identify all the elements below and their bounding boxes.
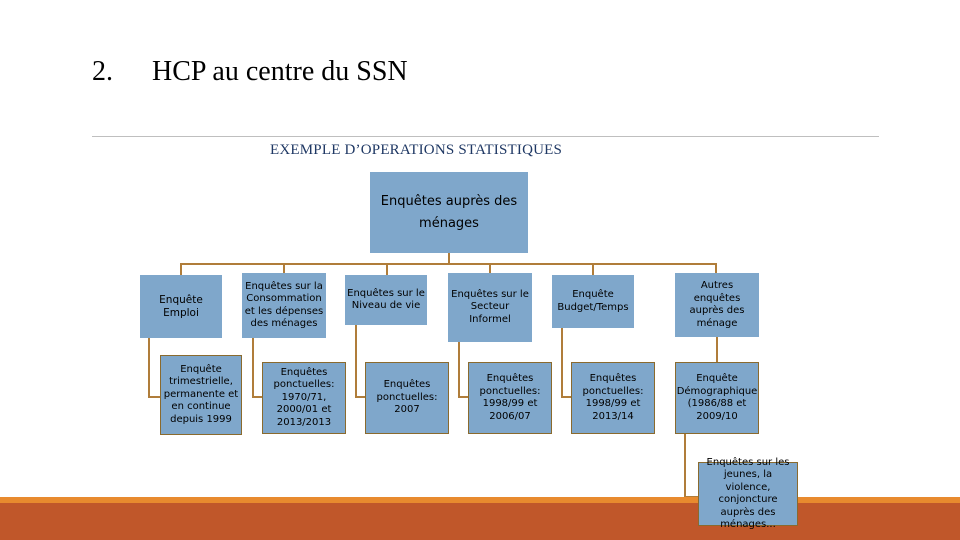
level2-label: Enquêtes ponctuelles: 1970/71, 2000/01 et 2013/2013 xyxy=(273,366,335,428)
level1-box-secteur-informel xyxy=(448,273,532,342)
diagram-subtitle: EXEMPLE D’OPERATIONS STATISTIQUES xyxy=(270,142,563,158)
level2-box-niveau-vie xyxy=(365,362,449,434)
drop-4 xyxy=(489,263,491,273)
level2-label: Enquêtes ponctuelles: 2007 xyxy=(376,379,438,416)
level2-box-demographique xyxy=(675,362,759,434)
level2-box-consommation xyxy=(262,362,346,434)
level2-box-secteur-informel xyxy=(468,362,552,434)
level2-label: Enquête Démographique (1986/88 et 2009/10 xyxy=(676,373,758,422)
level1-box-emploi xyxy=(140,275,222,338)
drop-5 xyxy=(592,263,594,275)
level2-label: Enquêtes ponctuelles: 1998/99 et 2013/14 xyxy=(582,373,644,422)
level1-label: Autres enquêtes auprès des ménage xyxy=(689,280,745,329)
level2-label: Enquêtes ponctuelles: 1998/99 et 2006/07 xyxy=(479,373,541,422)
level3-label: Enquêtes sur les jeunes, la violence, conjoncture auprès des ménages... xyxy=(706,456,790,530)
level2-box-emploi xyxy=(160,355,242,435)
elbow-5-v xyxy=(561,328,563,398)
elbow-1-v xyxy=(148,338,150,398)
elbow-5-h xyxy=(561,396,571,398)
drop-1 xyxy=(180,263,182,275)
elbow-1-h xyxy=(148,396,160,398)
drop-3 xyxy=(386,263,388,275)
level1-label: Enquêtes sur le Niveau de vie xyxy=(347,287,425,311)
drop-2 xyxy=(283,263,285,273)
elbow-4-v xyxy=(458,342,460,398)
level2-box-budget-temps xyxy=(571,362,655,434)
elbow-3-h xyxy=(355,396,365,398)
level1-box-niveau-vie xyxy=(345,275,427,325)
title-divider xyxy=(92,136,879,137)
drop-6 xyxy=(715,263,717,273)
elbow-3-v xyxy=(355,324,357,398)
root-label: Enquêtes auprès des ménages xyxy=(380,193,518,231)
level1-label: Enquêtes sur la Consommation et les dépenses des ménages xyxy=(244,280,324,329)
level1-label: Enquête Budget/Temps xyxy=(557,289,629,313)
root-box xyxy=(370,172,528,253)
level1-hbar xyxy=(180,263,716,265)
elbow-6-v xyxy=(716,337,718,362)
level3-box-autres-enquetes xyxy=(698,456,798,530)
elbow-2-h xyxy=(252,396,262,398)
footer-bar xyxy=(0,503,960,540)
level1-label: Enquêtes sur le Secteur Informel xyxy=(451,288,529,325)
level1-box-consommation xyxy=(242,273,326,338)
elbow-2-v xyxy=(252,338,254,398)
level1-box-budget-temps xyxy=(552,275,634,328)
elbow-4-h xyxy=(458,396,468,398)
slide-title: HCP au centre du SSN xyxy=(152,56,408,87)
level1-box-autres xyxy=(675,273,759,337)
slide-number: 2. xyxy=(92,56,113,87)
level1-label: Enquête Emploi xyxy=(159,294,203,319)
level2-label: Enquête trimestrielle, permanente et en continue depuis 1999 xyxy=(163,363,239,425)
